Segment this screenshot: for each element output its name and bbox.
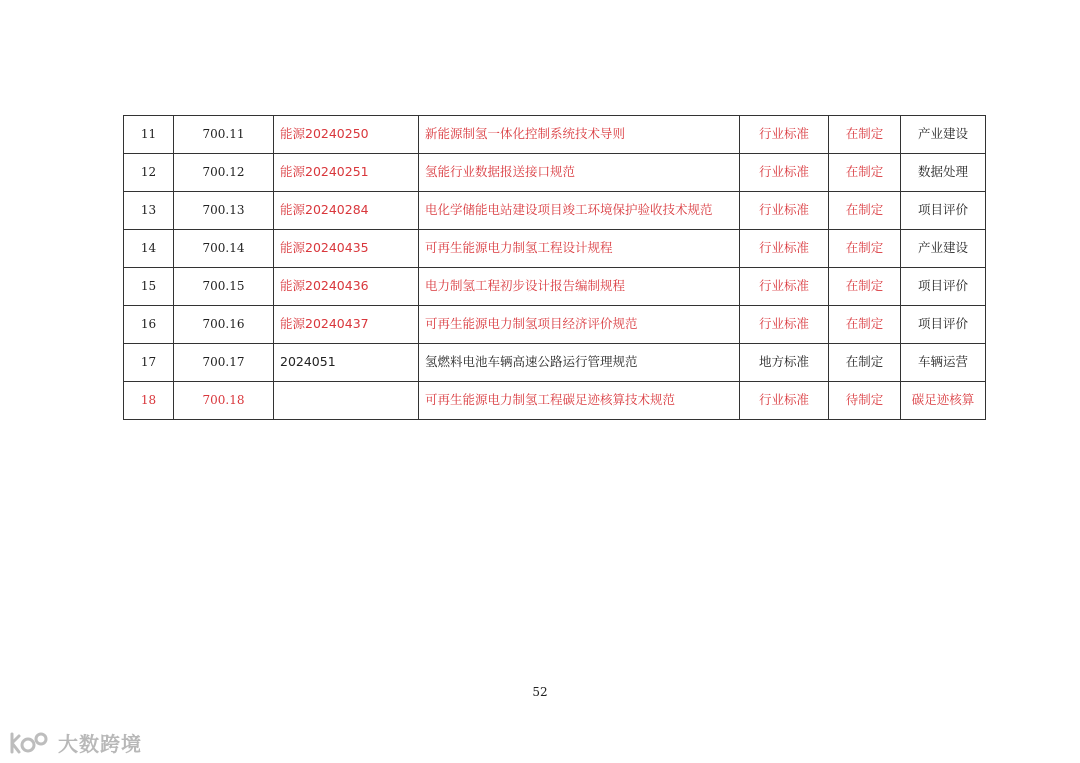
table-row bbox=[124, 230, 986, 268]
cell-category: 项目评价 bbox=[901, 306, 986, 344]
standards-table bbox=[123, 115, 986, 420]
cell-no: 14 bbox=[124, 230, 174, 268]
cell-standard-type: 地方标准 bbox=[740, 344, 829, 382]
cell-category: 产业建设 bbox=[901, 230, 986, 268]
cell-category: 车辆运营 bbox=[901, 344, 986, 382]
table-row bbox=[124, 382, 986, 420]
cell-status: 在制定 bbox=[829, 230, 901, 268]
cell-plan-number bbox=[274, 382, 419, 420]
table-row bbox=[124, 306, 986, 344]
cell-category: 数据处理 bbox=[901, 154, 986, 192]
cell-no: 12 bbox=[124, 154, 174, 192]
cell-standard-name: 可再生能源电力制氢项目经济评价规范 bbox=[419, 306, 740, 344]
cell-code: 700.16 bbox=[174, 306, 274, 344]
cell-no: 15 bbox=[124, 268, 174, 306]
table-row bbox=[124, 344, 986, 382]
cell-code: 700.11 bbox=[174, 116, 274, 154]
cell-status: 在制定 bbox=[829, 306, 901, 344]
watermark bbox=[8, 728, 142, 757]
cell-code: 700.12 bbox=[174, 154, 274, 192]
cell-standard-type: 行业标准 bbox=[740, 230, 829, 268]
table-row bbox=[124, 192, 986, 230]
cell-category: 碳足迹核算 bbox=[901, 382, 986, 420]
cell-plan-number: 能源20240250 bbox=[274, 116, 419, 154]
cell-standard-name: 氢燃料电池车辆高速公路运行管理规范 bbox=[419, 344, 740, 382]
cell-plan-number: 能源20240435 bbox=[274, 230, 419, 268]
cell-plan-number: 能源20240284 bbox=[274, 192, 419, 230]
cell-category: 项目评价 bbox=[901, 192, 986, 230]
cell-code: 700.18 bbox=[174, 382, 274, 420]
cell-standard-type: 行业标准 bbox=[740, 382, 829, 420]
brand-logo-icon bbox=[8, 730, 52, 756]
cell-standard-name: 电化学储能电站建设项目竣工环境保护验收技术规范 bbox=[419, 192, 740, 230]
cell-plan-number: 能源20240437 bbox=[274, 306, 419, 344]
cell-standard-name: 可再生能源电力制氢工程设计规程 bbox=[419, 230, 740, 268]
cell-standard-name: 氢能行业数据报送接口规范 bbox=[419, 154, 740, 192]
cell-code: 700.17 bbox=[174, 344, 274, 382]
cell-category: 产业建设 bbox=[901, 116, 986, 154]
cell-plan-number: 能源20240436 bbox=[274, 268, 419, 306]
cell-status: 在制定 bbox=[829, 192, 901, 230]
table-row bbox=[124, 268, 986, 306]
cell-no: 11 bbox=[124, 116, 174, 154]
watermark-text: 大数跨境 bbox=[58, 732, 142, 756]
cell-category: 项目评价 bbox=[901, 268, 986, 306]
cell-status: 在制定 bbox=[829, 268, 901, 306]
cell-standard-type: 行业标准 bbox=[740, 268, 829, 306]
cell-code: 700.13 bbox=[174, 192, 274, 230]
cell-standard-type: 行业标准 bbox=[740, 154, 829, 192]
cell-standard-name: 可再生能源电力制氢工程碳足迹核算技术规范 bbox=[419, 382, 740, 420]
cell-standard-name: 新能源制氢一体化控制系统技术导则 bbox=[419, 116, 740, 154]
cell-standard-name: 电力制氢工程初步设计报告编制规程 bbox=[419, 268, 740, 306]
cell-code: 700.14 bbox=[174, 230, 274, 268]
cell-plan-number: 能源20240251 bbox=[274, 154, 419, 192]
cell-status: 在制定 bbox=[829, 116, 901, 154]
cell-status: 待制定 bbox=[829, 382, 901, 420]
page-number: 52 bbox=[532, 685, 548, 699]
cell-status: 在制定 bbox=[829, 344, 901, 382]
cell-plan-number: 2024051 bbox=[274, 344, 419, 382]
cell-status: 在制定 bbox=[829, 154, 901, 192]
cell-no: 18 bbox=[124, 382, 174, 420]
table-body bbox=[124, 116, 986, 420]
cell-standard-type: 行业标准 bbox=[740, 116, 829, 154]
cell-no: 16 bbox=[124, 306, 174, 344]
cell-no: 13 bbox=[124, 192, 174, 230]
table-row bbox=[124, 116, 986, 154]
cell-standard-type: 行业标准 bbox=[740, 306, 829, 344]
cell-no: 17 bbox=[124, 344, 174, 382]
table-row bbox=[124, 154, 986, 192]
cell-standard-type: 行业标准 bbox=[740, 192, 829, 230]
cell-code: 700.15 bbox=[174, 268, 274, 306]
